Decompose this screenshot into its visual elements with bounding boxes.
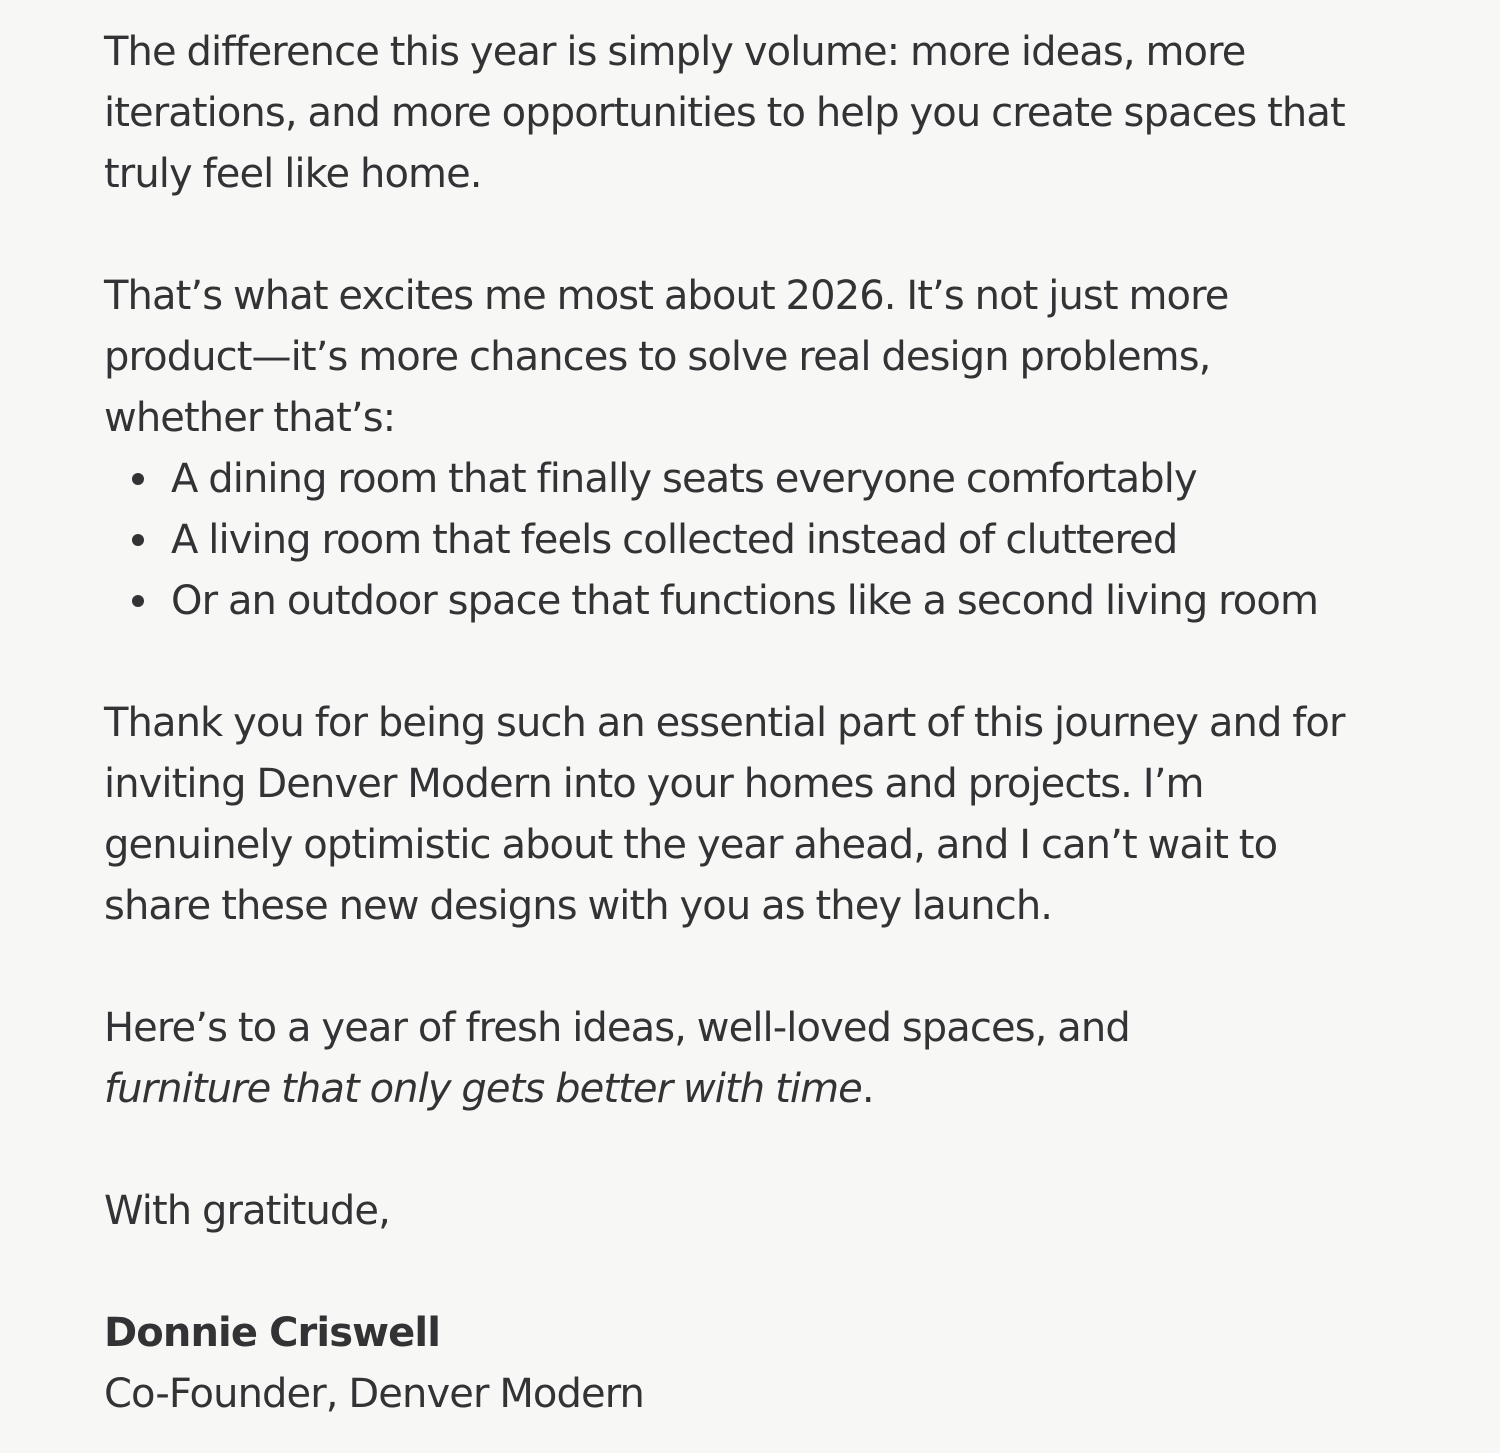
bullet-icon — [132, 595, 144, 607]
spacer — [104, 937, 1494, 998]
spacer — [104, 1242, 1494, 1303]
signature-title: Co-Founder, Denver Modern — [104, 1371, 644, 1417]
spacer — [104, 632, 1494, 693]
paragraph-thank-you: Thank you for being such an essential part of this journey and for inviting Denver Modern into your homes and projects. I’m genuinely optimistic about the year ahead, and I can’t wait to share these new designs with you as they launch. — [104, 700, 1345, 929]
list-item: A living room that feels collected instead of cluttered — [104, 510, 1494, 571]
list-item: A dining room that finally seats everyone comfortably — [104, 449, 1494, 510]
closing: With gratitude, — [104, 1188, 390, 1234]
bullet-icon — [132, 473, 144, 485]
paragraph-toast: Here’s to a year of fresh ideas, well-loved spaces, and furniture that only gets better with time. — [104, 1005, 1130, 1112]
list-item: Or an outdoor space that functions like a second living room — [104, 571, 1494, 632]
paragraph-excites: That’s what excites me most about 2026. It’s not just more product—it’s more chances to solve real design problems, whether that’s: — [104, 273, 1229, 441]
bullet-list — [104, 449, 1494, 632]
signature-name: Donnie Criswell — [104, 1310, 441, 1356]
spacer — [104, 205, 1494, 266]
spacer — [104, 1120, 1494, 1181]
paragraph-volume: The difference this year is simply volume: more ideas, more iterations, and more opportunities to help you create spaces that truly feel like home. — [104, 29, 1345, 197]
bullet-icon — [132, 534, 144, 546]
letter-body — [104, 22, 1494, 1425]
italic-phrase: furniture that only gets better with time — [104, 1066, 862, 1112]
